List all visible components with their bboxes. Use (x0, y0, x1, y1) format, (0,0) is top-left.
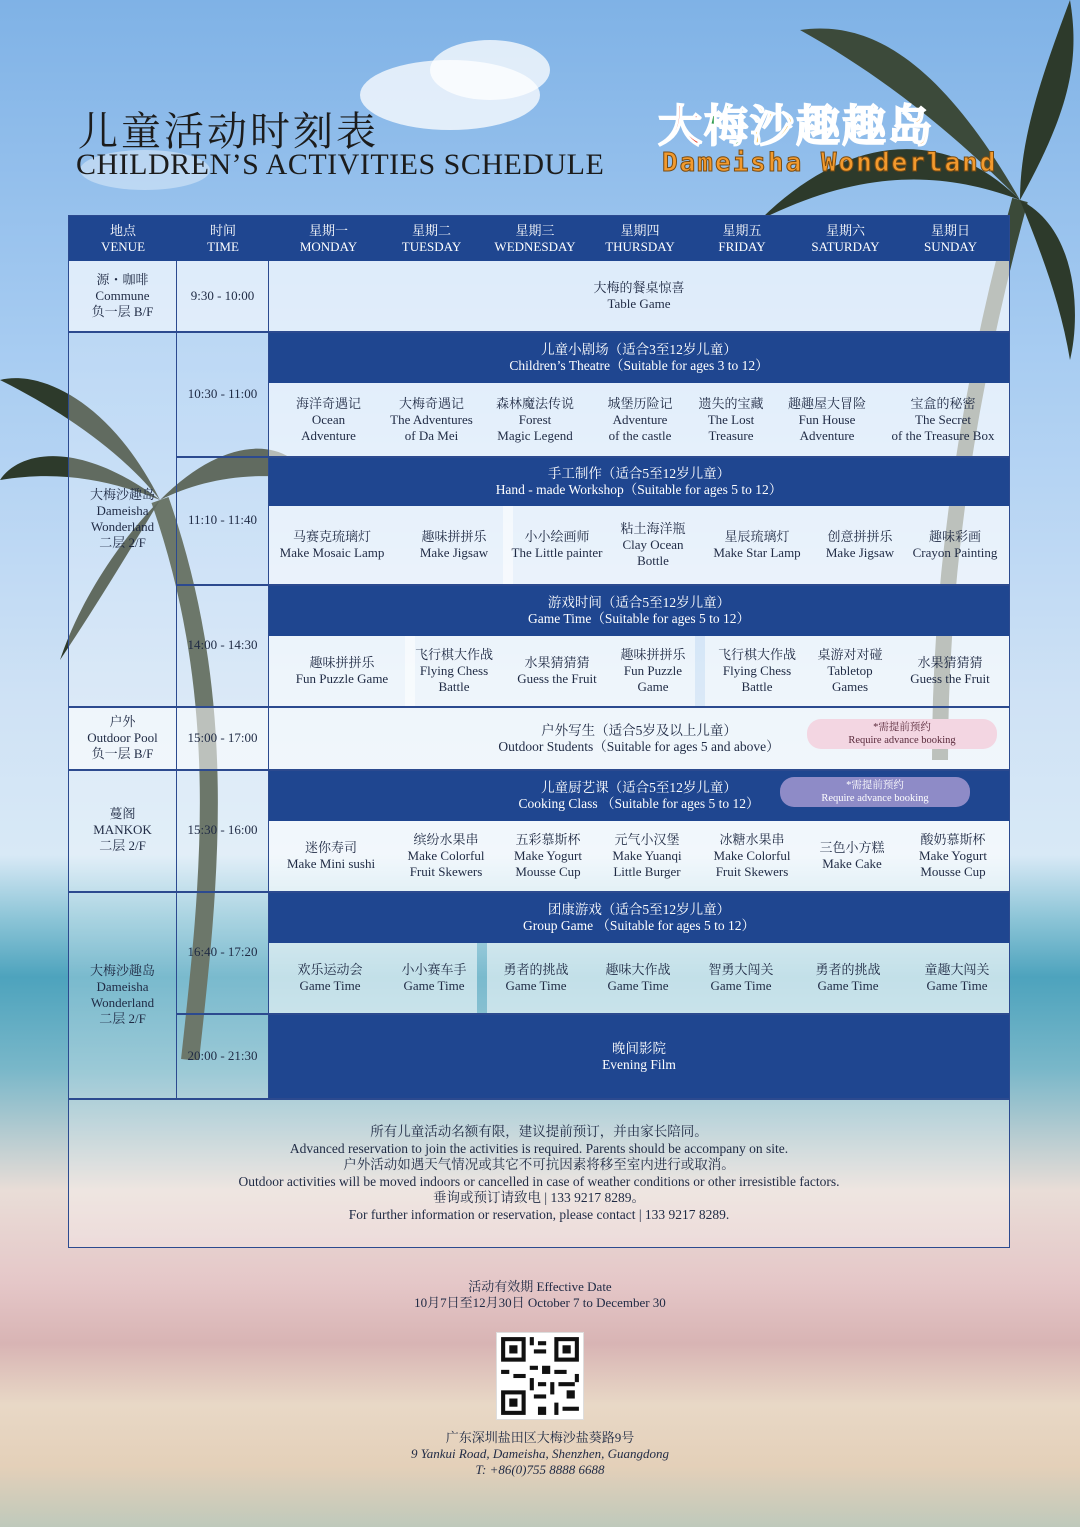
activity-cell: 童趣大闯关 Game Time (905, 943, 1009, 1013)
activity-cell: 酸奶慕斯杯 Make Yogurt Mousse Cup (897, 821, 1009, 891)
header-monday: 星期一 MONDAY (269, 216, 388, 261)
header-thursday: 星期四 THURSDAY (595, 216, 685, 261)
notes (69, 1124, 1009, 1223)
note-line: 所有儿童活动名额有限，建议提前预订，并由家长陪同。 (370, 1124, 708, 1139)
activity-cell: 海洋奇遇记 Ocean Adventure (269, 383, 388, 456)
activity-cell: 趣味拼拼乐 Fun Puzzle Game (611, 636, 695, 706)
activity-cell: 智勇大闯关 Game Time (691, 943, 791, 1013)
logo-char: 岛 (888, 101, 934, 152)
outdoor-description: 户外写生（适合5岁及以上儿童） Outdoor Students（Suitable for ages 5 and above） (498, 722, 780, 754)
header-venue: 地点 VENUE (69, 216, 177, 261)
theatre-band: 儿童小剧场（适合3至12岁儿童） Children’s Theatre（Suitable for ages 3 to 12） (269, 333, 1009, 383)
activity-cell: 迷你寿司 Make Mini sushi (269, 821, 393, 891)
table-game-cell: 大梅的餐桌惊喜 Table Game (269, 261, 1009, 331)
note-line: 垂询或预订请致电 | 133 9217 8289。 (433, 1190, 645, 1205)
time-slot: 10:30 - 11:00 (177, 331, 269, 456)
group-game-band: 团康游戏（适合5至12岁儿童） Group Game （Suitable for ages 5 to 12） (269, 893, 1009, 943)
venue-outdoor-pool: 户外 Outdoor Pool 负一层 B/F (69, 706, 177, 769)
activity-cell: 趣趣屋大冒险 Fun House Adventure (777, 383, 877, 456)
address-cn: 广东深圳盐田区大梅沙盐葵路9号 (445, 1430, 635, 1445)
header-wednesday: 星期三 WEDNESDAY (475, 216, 595, 261)
activity-cell: 水果猜猜猜 Guess the Fruit (891, 636, 1009, 706)
activity-cell: 大梅奇遇记 The Adventures of Da Mei (388, 383, 475, 456)
activity-cell: 粘土海洋瓶 Clay Ocean Bottle (611, 506, 695, 584)
cloud (430, 40, 550, 100)
activity-cell: 三色小方糕 Make Cake (807, 821, 897, 891)
header-tuesday: 星期二 TUESDAY (388, 216, 475, 261)
advance-booking-badge: *需提前预约 Require advance booking (780, 777, 970, 807)
activity-cell: 趣味拼拼乐 Make Jigsaw (395, 506, 513, 584)
header-saturday: 星期六 SATURDAY (799, 216, 892, 261)
activity-cell: 飞行棋大作战 Flying Chess Battle (405, 636, 503, 706)
venue-wonderland-1: 大梅沙趣岛 Dameisha Wonderland 二层 2/F (69, 331, 177, 706)
activity-cell: 水果猜猜猜 Guess the Fruit (503, 636, 611, 706)
activity-cell: 趣味拼拼乐 Fun Puzzle Game (269, 636, 415, 706)
address-en: 9 Yankui Road, Dameisha, Shenzhen, Guangdong (410, 1446, 670, 1461)
phone: T: +86(0)755 8888 6688 (475, 1462, 605, 1477)
activity-cell: 趣味彩画 Crayon Painting (901, 506, 1009, 584)
title-chinese: 儿童活动时刻表 (78, 109, 379, 155)
activity-cell: 勇者的挑战 Game Time (487, 943, 585, 1013)
header-sunday: 星期日 SUNDAY (892, 216, 1009, 261)
address-block (0, 1430, 1080, 1478)
venue-mankok: 蔓阁 MANKOK 二层 2/F (69, 769, 177, 891)
title-english: CHILDREN’S ACTIVITIES SCHEDULE (76, 148, 605, 181)
logo-english: Dameisha Wonderland (662, 148, 998, 178)
activity-cell: 桌游对对碰 Tabletop Games (809, 636, 891, 706)
activity-cell: 勇者的挑战 Game Time (791, 943, 905, 1013)
qr-code[interactable] (496, 1332, 584, 1420)
note-line: Outdoor activities will be moved indoors or cancelled in case of weather conditions or other irresistible factors. (238, 1173, 840, 1189)
activity-cell: 森林魔法传说 Forest Magic Legend (475, 383, 595, 456)
activity-cell: 宝盒的秘密 The Secret of the Treasure Box (877, 383, 1009, 456)
header-friday: 星期五 FRIDAY (685, 216, 799, 261)
schedule-table (68, 215, 1010, 1248)
activity-cell: 元气小汉堡 Make Yuanqi Little Burger (597, 821, 697, 891)
time-slot: 20:00 - 21:30 (177, 1013, 269, 1098)
gametime-band: 游戏时间（适合5至12岁儿童） Game Time（Suitable for ages 5 to 12） (269, 586, 1009, 636)
evening-film-cell: 晚间影院 Evening Film (269, 1015, 1009, 1098)
note-line: 户外活动如遇天气情况或其它不可抗因素将移至室内进行或取消。 (343, 1157, 735, 1172)
activity-cell: 小小赛车手 Game Time (391, 943, 477, 1013)
advance-booking-badge: *需提前预约 Require advance booking (807, 719, 997, 749)
logo-char: 梅 (704, 101, 750, 152)
activity-cell: 星辰琉璃灯 Make Star Lamp (695, 506, 819, 584)
time-slot: 16:40 - 17:20 (177, 891, 269, 1013)
venue-wonderland-2: 大梅沙趣岛 Dameisha Wonderland 二层 2/F (69, 891, 177, 1098)
activity-cell: 城堡历险记 Adventure of the castle (595, 383, 685, 456)
activity-cell: 马赛克琉璃灯 Make Mosaic Lamp (269, 506, 395, 584)
activity-cell: 趣味大作战 Game Time (585, 943, 691, 1013)
time-slot: 15:00 - 17:00 (177, 706, 269, 769)
note-line: For further information or reservation, please contact | 133 9217 8289. (348, 1206, 730, 1222)
time-slot: 14:00 - 14:30 (177, 584, 269, 706)
qr-code-image (497, 1333, 583, 1419)
effective-date: 活动有效期 Effective Date 10月7日至12月30日 October 7 to December 30 (414, 1279, 666, 1310)
cooking-description: 儿童厨艺课（适合5至12岁儿童） Cooking Class （Suitable for ages 5 to 12） (518, 780, 760, 811)
time-slot: 15:30 - 16:00 (177, 769, 269, 891)
logo-chinese (658, 90, 934, 154)
activity-cell: 冰糖水果串 Make Colorful Fruit Skewers (697, 821, 807, 891)
time-slot: 11:10 - 11:40 (177, 456, 269, 584)
note-line: Advanced reservation to join the activities is required. Parents should be accompany on site. (289, 1140, 789, 1156)
logo-char: 趣 (796, 101, 842, 152)
activity-cell: 小小绘画师 The Little painter (503, 506, 611, 584)
time-slot: 9:30 - 10:00 (177, 261, 269, 331)
header-time: 时间 TIME (177, 216, 269, 261)
venue-commune: 源・咖啡 Commune 负一层 B/F (69, 261, 177, 331)
activity-cell: 缤纷水果串 Make Colorful Fruit Skewers (393, 821, 499, 891)
activity-cell: 欢乐运动会 Game Time (269, 943, 391, 1013)
activity-cell: 飞行棋大作战 Flying Chess Battle (705, 636, 809, 706)
activity-cell: 五彩慕斯杯 Make Yogurt Mousse Cup (499, 821, 597, 891)
logo-char: 大 (658, 101, 704, 152)
activity-cell: 遗失的宝藏 The Lost Treasure (685, 383, 777, 456)
activity-cell: 创意拼拼乐 Make Jigsaw (819, 506, 901, 584)
logo-char: 沙 (750, 101, 796, 152)
row-divider (69, 1098, 1009, 1100)
workshop-band: 手工制作（适合5至12岁儿童） Hand - made Workshop（Suitable for ages 5 to 12） (269, 458, 1009, 506)
logo-char: 趣 (842, 101, 888, 152)
